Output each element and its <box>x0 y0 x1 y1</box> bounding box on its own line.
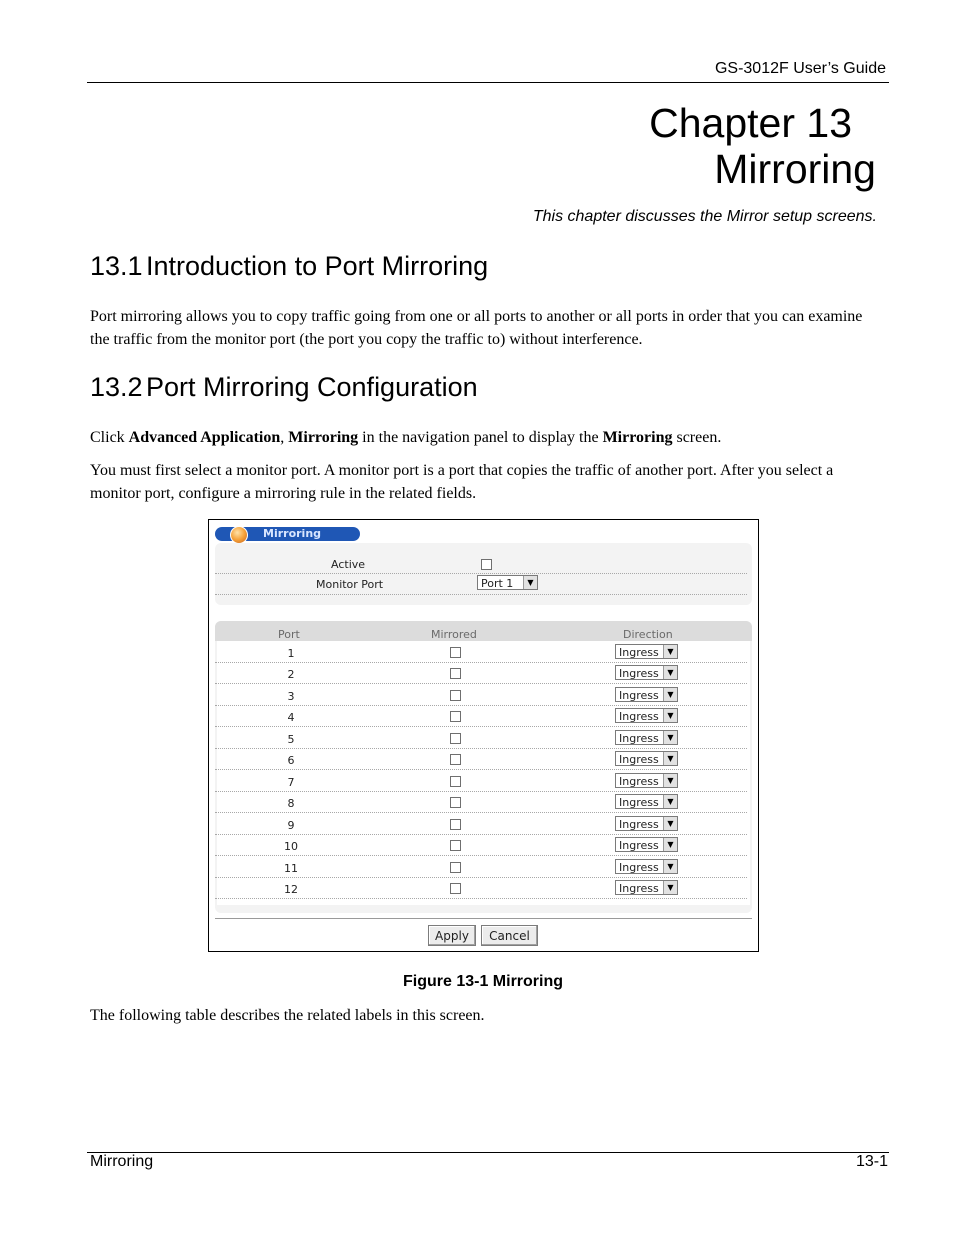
chevron-down-icon: ▼ <box>663 860 677 873</box>
direction-select[interactable] <box>615 794 678 809</box>
direction-value: Ingress <box>619 689 659 702</box>
row-divider <box>215 662 747 663</box>
port-number: 8 <box>287 797 295 810</box>
apply-button[interactable]: Apply <box>428 925 476 946</box>
row-divider <box>215 769 747 770</box>
port-number: 5 <box>287 733 295 746</box>
chevron-down-icon: ▼ <box>663 817 677 830</box>
monitor-port-select[interactable] <box>477 575 538 590</box>
direction-select[interactable] <box>615 837 678 852</box>
mirrored-checkbox[interactable] <box>450 690 461 701</box>
section-number: 13.1 <box>90 251 143 281</box>
port-number: 6 <box>287 754 295 767</box>
footer-chapter-name: Mirroring <box>90 1153 154 1170</box>
header-rule <box>87 82 889 83</box>
mirrored-checkbox[interactable] <box>450 647 461 658</box>
port-number: 10 <box>284 840 298 853</box>
ui-term: Mirroring <box>602 429 673 446</box>
direction-select[interactable] <box>615 859 678 874</box>
direction-select[interactable] <box>615 773 678 788</box>
settings-panel <box>215 543 752 605</box>
direction-value: Ingress <box>619 646 659 659</box>
chevron-down-icon: ▼ <box>663 881 677 894</box>
chevron-down-icon: ▼ <box>663 752 677 765</box>
intro-paragraph: Port mirroring allows you to copy traffic going from one or all ports to another or all ports in order that you can examine the traffic from the monitor port (the port you copy the traffic to) without interference. <box>90 308 863 348</box>
row-divider <box>215 573 747 574</box>
direction-select[interactable] <box>615 751 678 766</box>
column-header-port: Port <box>278 628 300 641</box>
port-number: 9 <box>287 819 295 832</box>
chevron-down-icon: ▼ <box>663 795 677 808</box>
chevron-down-icon: ▼ <box>663 731 677 744</box>
direction-select[interactable] <box>615 644 678 659</box>
cancel-button[interactable]: Cancel <box>481 925 538 946</box>
orb-icon <box>230 526 248 544</box>
mirrored-checkbox[interactable] <box>450 862 461 873</box>
port-number: 7 <box>287 776 295 789</box>
mirroring-screenshot <box>208 519 759 952</box>
monitor-port-label: Monitor Port <box>316 578 384 591</box>
direction-value: Ingress <box>619 667 659 680</box>
screen-title: Mirroring <box>263 527 322 540</box>
section-title: Introduction to Port Mirroring <box>146 251 489 281</box>
direction-value: Ingress <box>619 753 659 766</box>
monitor-port-paragraph: You must first select a monitor port. A monitor port is a port that copies the traffic of another port. After you select a monitor port, configure a mirroring rule in the related fields. <box>90 462 834 502</box>
direction-value: Ingress <box>619 775 659 788</box>
instruction-paragraph <box>90 426 870 449</box>
active-checkbox[interactable] <box>481 559 492 570</box>
row-divider <box>215 877 747 878</box>
chapter-title: Mirroring <box>714 146 876 192</box>
text-run: Click <box>90 429 129 446</box>
port-number: 2 <box>287 668 295 681</box>
mirrored-checkbox[interactable] <box>450 797 461 808</box>
chevron-down-icon: ▼ <box>663 666 677 679</box>
row-divider <box>215 791 747 792</box>
mirrored-checkbox[interactable] <box>450 668 461 679</box>
row-divider <box>215 834 747 835</box>
mirrored-checkbox[interactable] <box>450 711 461 722</box>
port-number: 11 <box>284 862 298 875</box>
column-header-direction: Direction <box>623 628 673 641</box>
direction-value: Ingress <box>619 710 659 723</box>
column-header-mirrored: Mirrored <box>431 628 477 641</box>
port-number: 4 <box>287 711 295 724</box>
chevron-down-icon: ▼ <box>523 576 537 589</box>
chevron-down-icon: ▼ <box>663 688 677 701</box>
row-divider <box>215 898 747 899</box>
direction-select[interactable] <box>615 730 678 745</box>
text-run: , <box>280 429 289 446</box>
chevron-down-icon: ▼ <box>663 645 677 658</box>
mirrored-checkbox[interactable] <box>450 840 461 851</box>
section-title: Port Mirroring Configuration <box>146 372 478 402</box>
footer-rule <box>87 1152 889 1153</box>
chevron-down-icon: ▼ <box>663 774 677 787</box>
figure-caption: Figure 13-1 Mirroring <box>402 973 564 990</box>
chapter-number: Chapter 13 <box>649 100 852 146</box>
following-paragraph: The following table describes the related labels in this screen. <box>90 1007 485 1024</box>
row-divider <box>215 812 747 813</box>
chapter-description: This chapter discusses the Mirror setup screens. <box>532 208 877 225</box>
direction-value: Ingress <box>619 861 659 874</box>
direction-select[interactable] <box>615 687 678 702</box>
row-divider <box>215 705 747 706</box>
section-heading-13-1 <box>90 251 488 282</box>
direction-value: Ingress <box>619 882 659 895</box>
direction-value: Ingress <box>619 839 659 852</box>
monitor-port-value: Port 1 <box>481 577 514 590</box>
running-header-title: GS-3012F User’s Guide <box>714 60 886 77</box>
row-divider <box>215 855 747 856</box>
direction-value: Ingress <box>619 732 659 745</box>
text-run: in the navigation panel to display the <box>358 429 603 446</box>
direction-select[interactable] <box>615 708 678 723</box>
button-divider <box>215 918 752 919</box>
port-number: 1 <box>287 647 295 660</box>
mirrored-checkbox[interactable] <box>450 819 461 830</box>
text-run: screen. <box>672 429 722 446</box>
chevron-down-icon: ▼ <box>663 709 677 722</box>
screen-title-bar <box>215 527 360 541</box>
chevron-down-icon: ▼ <box>663 838 677 851</box>
direction-select[interactable] <box>615 816 678 831</box>
mirrored-checkbox[interactable] <box>450 733 461 744</box>
ui-term: Mirroring <box>288 429 359 446</box>
section-number: 13.2 <box>90 372 143 402</box>
direction-select[interactable] <box>615 880 678 895</box>
section-heading-13-2 <box>90 372 478 403</box>
row-divider <box>215 683 747 684</box>
active-label: Active <box>331 558 366 571</box>
port-number: 12 <box>284 883 298 896</box>
ui-term: Advanced Application <box>128 429 281 446</box>
direction-select[interactable] <box>615 665 678 680</box>
direction-value: Ingress <box>619 796 659 809</box>
mirrored-checkbox[interactable] <box>450 754 461 765</box>
direction-value: Ingress <box>619 818 659 831</box>
port-number: 3 <box>287 690 295 703</box>
mirrored-checkbox[interactable] <box>450 883 461 894</box>
row-divider <box>215 726 747 727</box>
row-divider <box>215 594 747 595</box>
row-divider <box>215 748 747 749</box>
footer-page-number: 13-1 <box>855 1153 888 1170</box>
mirrored-checkbox[interactable] <box>450 776 461 787</box>
